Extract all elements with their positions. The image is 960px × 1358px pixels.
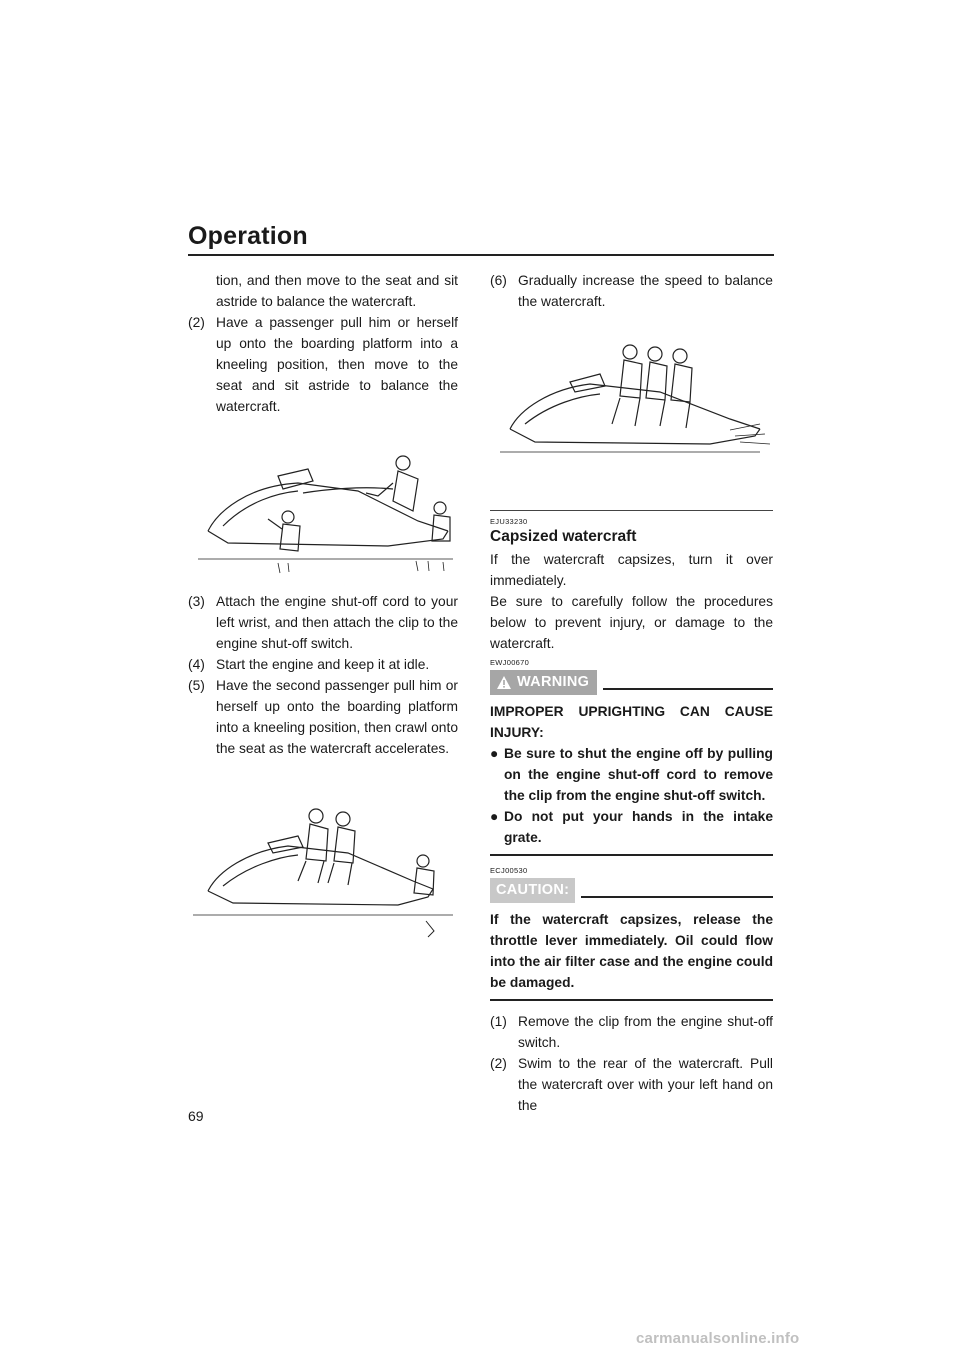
- bullet-icon: ●: [490, 746, 499, 761]
- step-number: (5): [188, 678, 205, 693]
- warning-label: WARNING: [517, 674, 590, 690]
- step-3: [188, 591, 458, 654]
- bullet-text: Do not put your hands in the intake grate.: [504, 809, 773, 845]
- step-number: (3): [188, 594, 205, 609]
- warning-end-rule: [490, 854, 773, 856]
- caution-rule: [581, 896, 773, 898]
- illustration-three-riders: [490, 334, 773, 484]
- step-4: [188, 654, 458, 675]
- bullet-text: Be sure to shut the engine off by pulling on the engine shut-off cord to remove the clip from the engine shut-off switch.: [504, 746, 773, 803]
- paragraph: If the watercraft capsizes, turn it over immediately.: [490, 552, 773, 588]
- section-rule: [490, 510, 773, 511]
- warning-header: [490, 670, 773, 695]
- left-column: [188, 270, 458, 941]
- warning-heading: IMPROPER UPRIGHTING CAN CAUSE INJURY:: [490, 704, 773, 740]
- warning-rule: [603, 688, 773, 690]
- watermark: carmanualsonline.info: [636, 1330, 800, 1347]
- step-text: Have a passenger pull him or herself up onto the boarding platform into a kneeling position, then move to the seat and sit astride to balance the watercraft.: [216, 315, 458, 414]
- capsize-step-1: [490, 1011, 773, 1053]
- warning-badge: [490, 670, 597, 695]
- warning-bullet: [490, 743, 773, 806]
- step-number: (2): [490, 1056, 507, 1071]
- illustration-boarding-passenger: [188, 431, 458, 581]
- warning-code: EWJ00670: [490, 658, 530, 667]
- page-number: 69: [188, 1108, 204, 1124]
- section-title: Capsized watercraft: [490, 528, 637, 545]
- step-6: [490, 270, 773, 312]
- step-text: Have the second passenger pull him or herself up onto the boarding platform into a kneeling position, then crawl onto the seat as the watercraft accelerates.: [216, 678, 458, 756]
- step-1-continuation: tion, and then move to the seat and sit astride to balance the watercraft.: [216, 273, 458, 309]
- step-text: Swim to the rear of the watercraft. Pull the watercraft over with your left hand on the: [518, 1056, 773, 1113]
- step-text: Attach the engine shut-off cord to your left wrist, and then attach the clip to the engine shut-off switch.: [216, 594, 458, 651]
- warning-icon: [496, 675, 512, 690]
- illustration-second-passenger: [188, 781, 458, 941]
- page-title: Operation: [188, 222, 308, 250]
- caution-text: If the watercraft capsizes, release the throttle lever immediately. Oil could flow into the air filter case and the engine could be damaged.: [490, 912, 773, 990]
- right-column: [490, 270, 773, 1116]
- step-number: (6): [490, 273, 507, 288]
- paragraph: Be sure to carefully follow the procedures below to prevent injury, or damage to the watercraft.: [490, 594, 773, 651]
- caution-badge: CAUTION:: [490, 878, 575, 903]
- section-code: EJU33230: [490, 517, 528, 526]
- step-number: (1): [490, 1014, 507, 1029]
- step-2: [188, 312, 458, 417]
- caution-header: [490, 878, 773, 903]
- caution-end-rule: [490, 999, 773, 1001]
- step-text: Gradually increase the speed to balance the watercraft.: [518, 273, 773, 309]
- header-rule: [188, 254, 774, 256]
- warning-bullet: [490, 806, 773, 848]
- step-number: (2): [188, 315, 205, 330]
- caution-code: ECJ00530: [490, 866, 528, 875]
- step-number: (4): [188, 657, 205, 672]
- step-5: [188, 675, 458, 759]
- step-text: Remove the clip from the engine shut-off switch.: [518, 1014, 773, 1050]
- step-text: Start the engine and keep it at idle.: [216, 657, 430, 672]
- bullet-icon: ●: [490, 809, 499, 824]
- capsize-step-2: [490, 1053, 773, 1116]
